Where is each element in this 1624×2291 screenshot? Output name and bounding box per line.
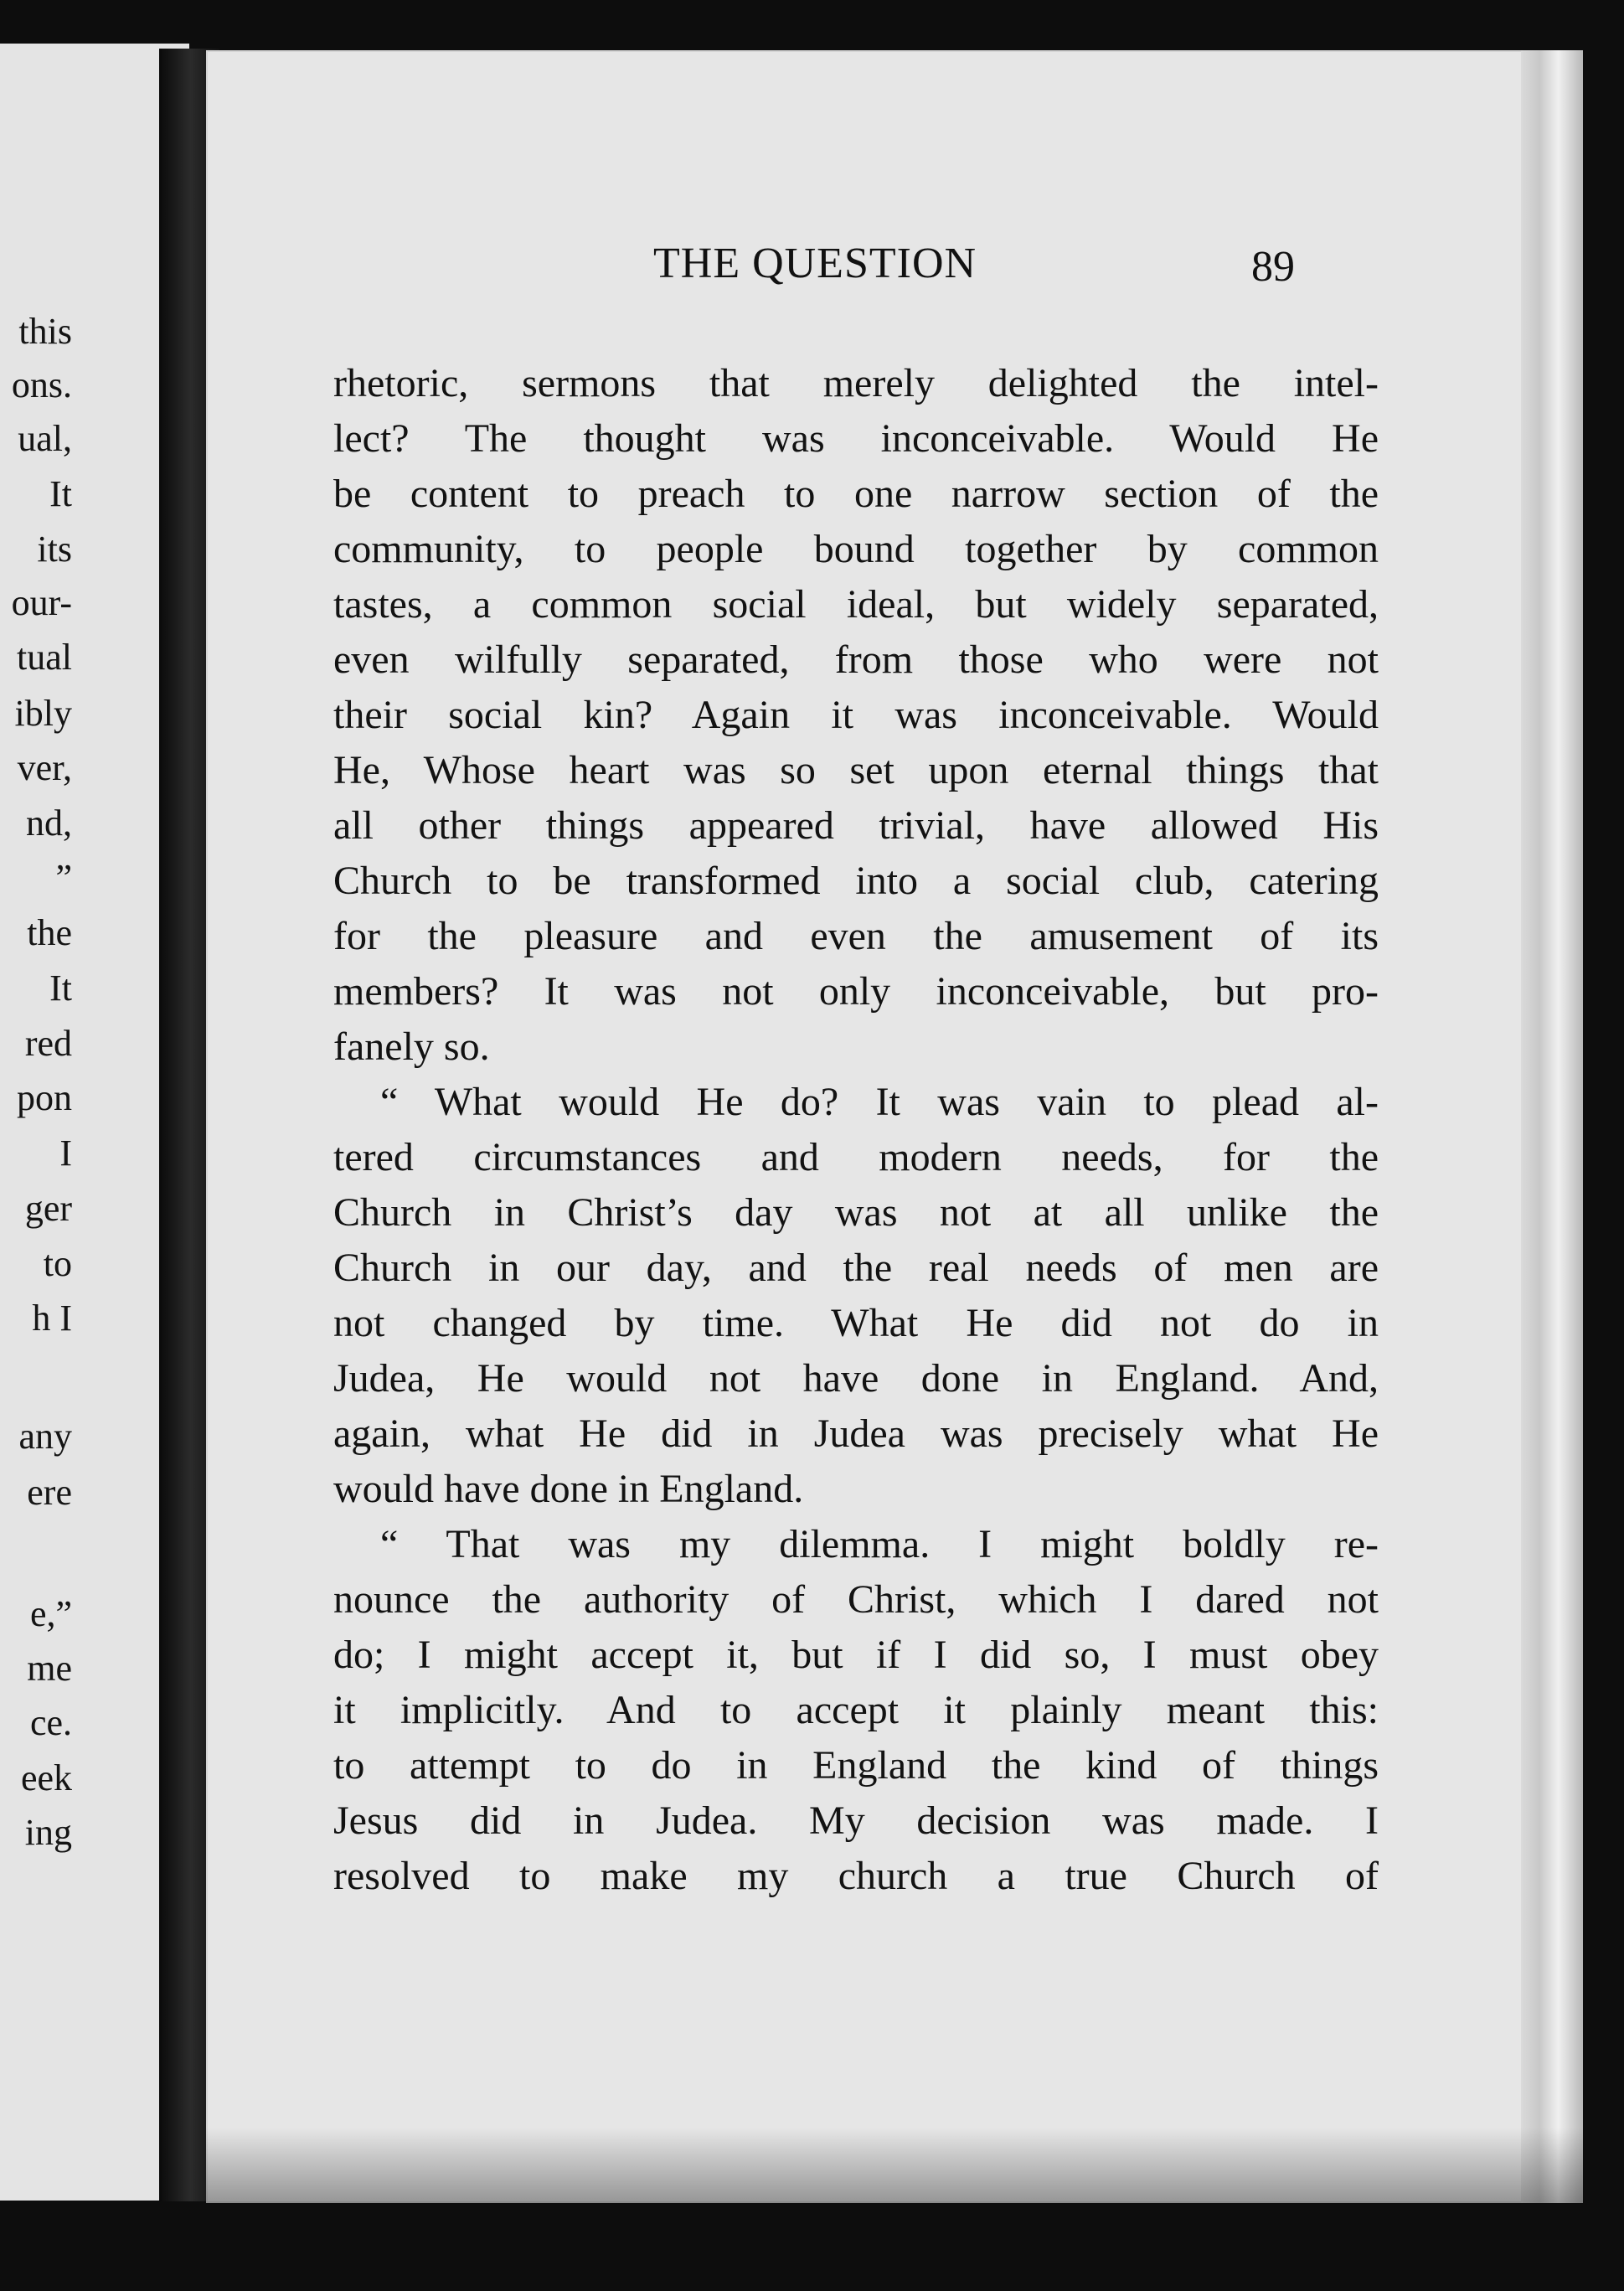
page-number: 89 — [1251, 243, 1295, 291]
left-fragment: nd, — [26, 802, 72, 844]
left-fragment: our- — [11, 582, 72, 623]
left-fragment: its — [37, 529, 72, 570]
text-line: fanely so. — [333, 1024, 490, 1069]
left-fragment: e,” — [29, 1593, 72, 1634]
left-fragment: ons. — [11, 364, 72, 405]
left-fragment: It — [49, 967, 72, 1009]
left-fragment: pon — [17, 1077, 72, 1118]
text-line: Jesus did in Judea. My decision was made. I — [333, 1798, 1379, 1843]
text-line: would have done in England. — [333, 1467, 804, 1511]
text-line: again, what He did in Judea was precisely what He — [333, 1411, 1379, 1456]
left-fragment: ” — [55, 857, 72, 898]
left-fragment: ce. — [29, 1702, 72, 1743]
left-page-fragments — [0, 44, 72, 2201]
text-line: members? It was not only inconceivable, but pro- — [333, 969, 1379, 1014]
text-line: “ What would He do? It was vain to plead al- — [380, 1080, 1379, 1124]
left-fragment: I — [59, 1133, 72, 1174]
text-line: community, to people bound together by common — [333, 527, 1379, 571]
left-fragment: ver, — [17, 747, 72, 788]
left-fragment: any — [18, 1416, 72, 1457]
text-line: even wilfully separated, from those who were not — [333, 637, 1379, 682]
text-line: rhetoric, sermons that merely delighted the intel- — [333, 361, 1379, 405]
left-fragment: ibly — [14, 693, 72, 734]
text-line: not changed by time. What He did not do in — [333, 1301, 1379, 1345]
left-fragment: ger — [24, 1188, 72, 1229]
left-fragment: the — [27, 912, 72, 953]
left-fragment: ing — [24, 1812, 72, 1853]
text-line: He, Whose heart was so set upon eternal things that — [333, 748, 1379, 792]
text-line: be content to preach to one narrow section of the — [333, 472, 1379, 516]
text-line: lect? The thought was inconceivable. Would He — [333, 416, 1379, 461]
text-line: resolved to make my church a true Church of — [333, 1854, 1379, 1898]
text-line: Church in Christ’s day was not at all unlike the — [333, 1190, 1379, 1235]
text-line: do; I might accept it, but if I did so, I must obey — [333, 1633, 1379, 1677]
text-line: to attempt to do in England the kind of things — [333, 1743, 1379, 1788]
text-line: Church to be transformed into a social club, catering — [333, 859, 1379, 903]
left-fragment: to — [43, 1243, 72, 1284]
left-fragment: this — [18, 311, 72, 352]
text-line: it implicitly. And to accept it plainly meant this: — [333, 1688, 1379, 1732]
left-fragment: ere — [27, 1472, 72, 1513]
right-page — [206, 50, 1583, 2203]
text-line: nounce the authority of Christ, which I dared not — [333, 1577, 1379, 1622]
running-head — [206, 239, 1583, 289]
left-fragment: It — [49, 473, 72, 514]
text-line: Judea, He would not have done in England. And, — [333, 1356, 1379, 1401]
text-line: for the pleasure and even the amusement of its — [333, 914, 1379, 958]
left-fragment: eek — [20, 1757, 72, 1798]
text-line: “ That was my dilemma. I might boldly re- — [380, 1522, 1379, 1566]
text-line: all other things appeared trivial, have allowed His — [333, 803, 1379, 848]
running-title: THE QUESTION — [653, 240, 977, 287]
left-fragment: red — [24, 1023, 72, 1064]
text-line: their social kin? Again it was inconceivable. Would — [333, 693, 1379, 737]
left-fragment: h I — [32, 1298, 72, 1339]
left-fragment: ual, — [18, 418, 72, 459]
text-line: tered circumstances and modern needs, for the — [333, 1135, 1379, 1179]
text-line: tastes, a common social ideal, but widely separated, — [333, 582, 1379, 627]
left-fragment: tual — [17, 637, 72, 678]
text-line: Church in our day, and the real needs of men are — [333, 1246, 1379, 1290]
page-content — [206, 50, 1583, 2203]
left-fragment: me — [27, 1648, 72, 1689]
